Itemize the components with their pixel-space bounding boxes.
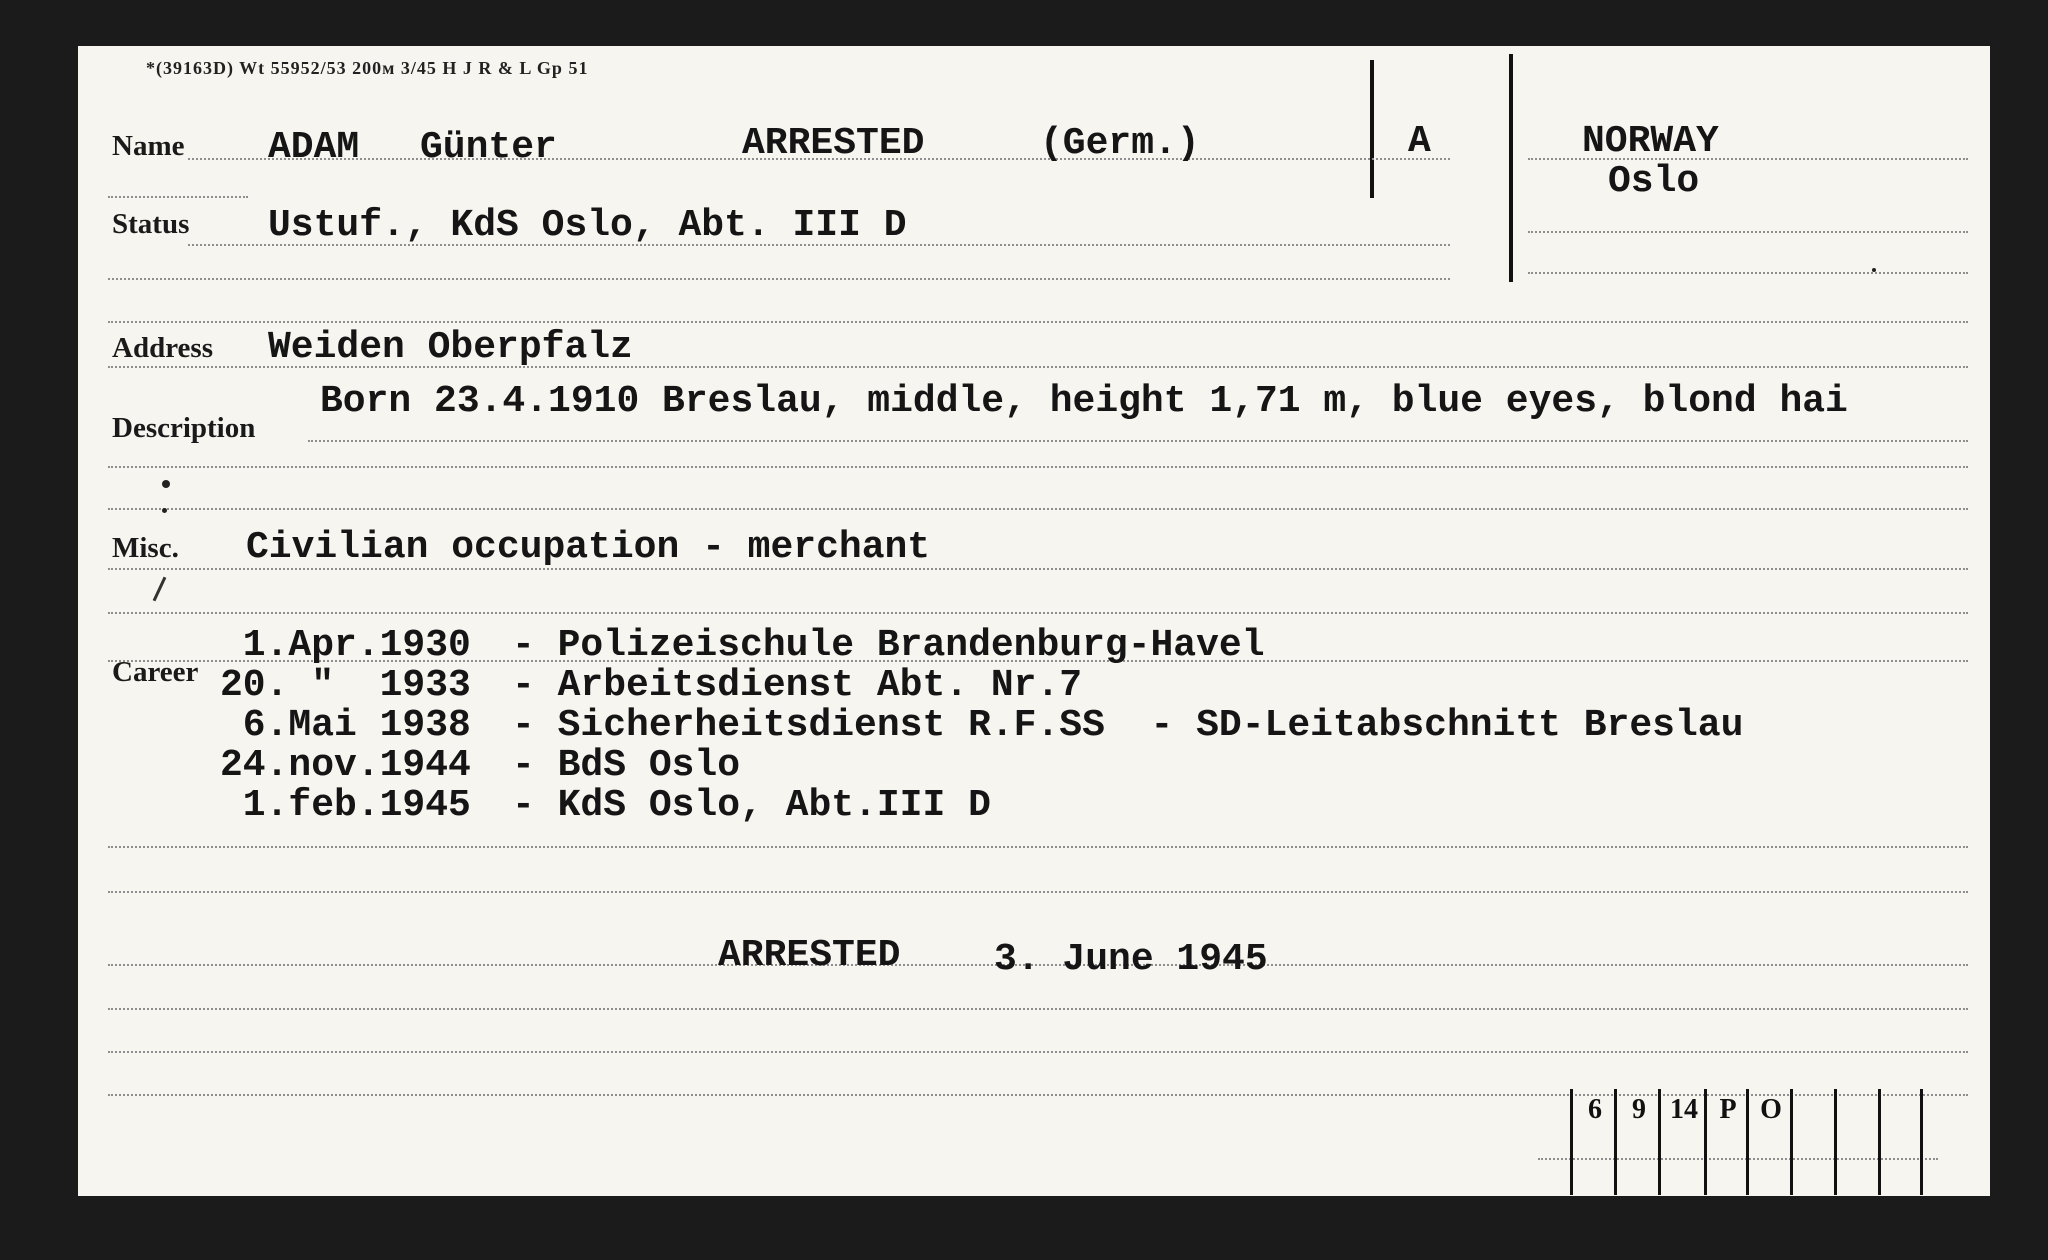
- country: NORWAY: [1582, 120, 1719, 163]
- rule-line: [108, 321, 1968, 323]
- rule-line: [108, 1051, 1968, 1053]
- career-date: 6.Mai 1938: [220, 704, 471, 747]
- career-text: - Polizeischule Brandenburg-Havel: [512, 624, 1265, 667]
- index-card: [78, 46, 1990, 1196]
- rule-line: [1528, 272, 1968, 274]
- career-text: - Arbeitsdienst Abt. Nr.7: [512, 664, 1083, 707]
- tab-label: 6: [1588, 1094, 1602, 1125]
- career-date: 24.nov.1944: [220, 744, 471, 787]
- address-value: Weiden Oberpfalz: [268, 326, 633, 369]
- tab-divider: [1570, 1089, 1573, 1195]
- tab-divider: [1920, 1089, 1923, 1195]
- form-header: *(39163D) Wt 55952/53 200м 3/45 H J R & L Gp 51: [146, 58, 589, 78]
- career-date: 1.feb.1945: [220, 784, 471, 827]
- nationality: (Germ.): [1040, 122, 1200, 165]
- tab-label: O: [1760, 1094, 1782, 1125]
- arrest-note-label: ARRESTED: [718, 934, 901, 977]
- tab-label: P: [1719, 1094, 1737, 1125]
- category-letter: A: [1408, 120, 1431, 163]
- status-label: Status: [112, 208, 190, 240]
- misc-value: Civilian occupation - merchant: [246, 526, 931, 569]
- arrested-flag: ARRESTED: [742, 122, 925, 165]
- description-value: Born 23.4.1910 Breslau, middle, height 1,71 m, blue eyes, blond hai: [320, 380, 1848, 423]
- career-text: - KdS Oslo, Abt.III D: [512, 784, 991, 827]
- ink-speck: [162, 480, 170, 488]
- career-text: - BdS Oslo: [512, 744, 741, 787]
- misc-label: Misc.: [112, 532, 179, 564]
- tab-label: 9: [1632, 1094, 1646, 1125]
- tab-label: 14: [1670, 1094, 1698, 1125]
- rule-line: [308, 440, 1968, 442]
- arrest-note-date: 3. June 1945: [994, 938, 1268, 981]
- career-text: - Sicherheitsdienst R.F.SS - SD-Leitabschnitt Breslau: [512, 704, 1744, 747]
- surname: ADAM: [268, 126, 360, 169]
- city: Oslo: [1608, 160, 1700, 203]
- pencil-tick: [153, 577, 167, 602]
- tab-divider: [1834, 1089, 1837, 1195]
- ink-speck: [162, 508, 167, 513]
- category-divider-right: [1509, 54, 1513, 282]
- tab-divider: [1878, 1089, 1881, 1195]
- rule-line: [1528, 231, 1968, 233]
- status-value: Ustuf., KdS Oslo, Abt. III D: [268, 204, 907, 247]
- rule-line: [108, 278, 1450, 280]
- career-date: 20. " 1933: [220, 664, 471, 707]
- first-name: Günter: [420, 126, 557, 169]
- career-label: Career: [112, 656, 199, 688]
- address-label: Address: [112, 332, 213, 364]
- rule-line: [108, 1008, 1968, 1010]
- rule-line: [108, 508, 1968, 510]
- rule-line: [108, 466, 1968, 468]
- rule-line: [108, 891, 1968, 893]
- name-label: Name: [112, 130, 185, 162]
- category-divider-left: [1370, 60, 1374, 198]
- ink-speck: [1872, 268, 1876, 272]
- rule-line: [108, 612, 1968, 614]
- description-label: Description: [112, 412, 256, 444]
- rule-line: [108, 846, 1968, 848]
- rule-line: [108, 196, 248, 198]
- career-date: 1.Apr.1930: [220, 624, 471, 667]
